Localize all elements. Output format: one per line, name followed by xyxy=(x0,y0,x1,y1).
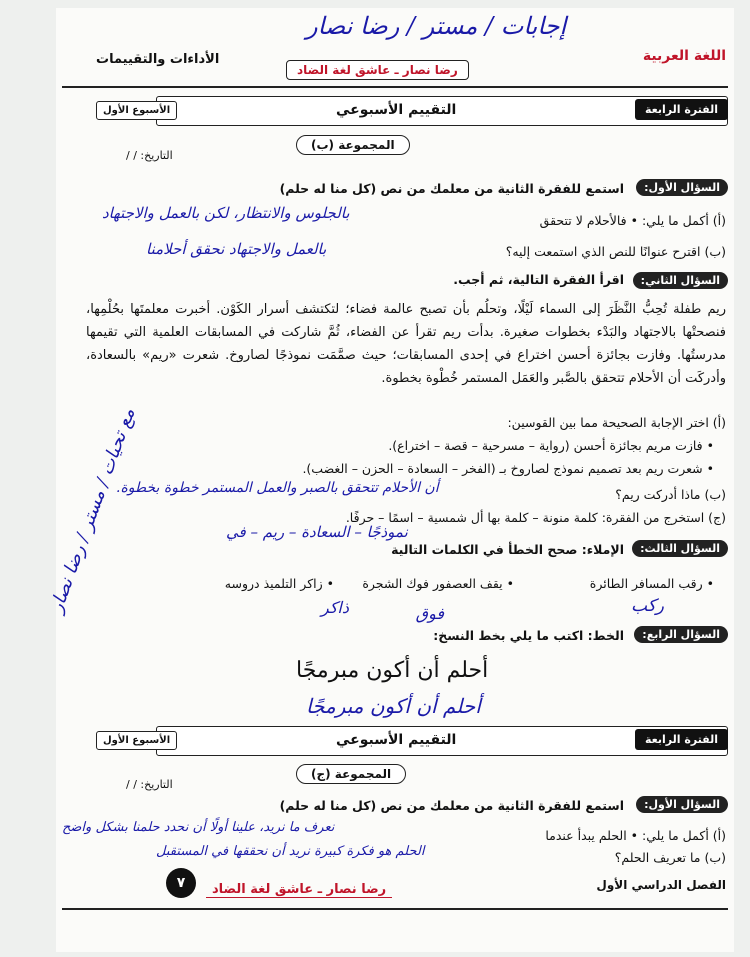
q2-part-b-answer: أن الأحلام تتحقق بالصبر والعمل المستمر خطوة بخطوة. xyxy=(116,480,439,496)
calligraphy-model: أحلم أن أكون مبرمجًا xyxy=(296,658,489,683)
q1-part-a-answer: بالجلوس والانتظار، لكن بالعمل والاجتهاد xyxy=(102,204,350,222)
date-field-1: التاريخ: / / xyxy=(126,149,173,162)
q1-part-a: (أ) أكمل ما يلي: • فالأحلام لا تتحقق xyxy=(539,213,726,228)
question-prompt-2-1: استمع للفقرة الثانية من معلمك من نص (كل منا له حلم) xyxy=(279,798,624,813)
q2-1-part-b: (ب) ما تعريف الحلم؟ xyxy=(614,850,726,865)
group-label-1: المجموعة (ب) xyxy=(296,135,410,155)
q1-part-b: (ب) اقترح عنوانًا للنص الذي استمعت إليه؟ xyxy=(505,244,726,259)
reading-paragraph: ريم طفلة تُحِبُّ النَّظَرَ إلى السماء لَيْلًا، وتحلُم بأن تصبح عالمة فضاء؛ لتكتشف أسرار الكَوْن. أخبرت معلمتَها بحُلْمِها، فنصحتْها بالاجتهاد والبَدْء بخطوات صغيرة. بدأت ريم تقرأ عن الفضاء، ثُمَّ شاركت في المسابقات العلمية التي تقيمها مدرستُها. وفازت بجائزة أحسن اختراع في إحدى المسابقات؛ حيث صمَّمَت نموذجًا لصاروخ. شعرت «ريم» بالسعادة، وأدركَت أن الأحلام تتحقق بالصَّبر والعَمَل المستمر خُطْوة بخطوة. xyxy=(86,302,726,386)
period-tab-1: الفترة الرابعة xyxy=(635,99,728,120)
header-rule xyxy=(62,86,728,88)
section-title: الأداءات والتقييمات xyxy=(96,52,220,67)
subject-title: اللغة العربية xyxy=(642,48,726,64)
handwritten-title: إجابات / مستر / رضا نصار xyxy=(306,12,567,40)
q2-part-c: (ج) استخرج من الفقرة: كلمة منونة – كلمة بها أل شمسية – اسمًا – حرفًا. xyxy=(345,510,726,525)
week-tab-2: الأسبوع الأول xyxy=(96,731,177,750)
question-prompt-2: اقرأ الفقرة التالية، ثم أجب. xyxy=(453,272,624,287)
spelling-item-3: • زاكر التلميذ دروسه xyxy=(224,576,334,591)
q2-part-b: (ب) ماذا أدركت ريم؟ xyxy=(615,487,726,502)
spelling-item-2: • يقف العصفور فوك الشجرة xyxy=(362,576,514,591)
q2-part-a-item-2: • شعرت ريم بعد تصميم نموذج لصاروخ بـ (الفخر – السعادة – الحزن – الغضب). xyxy=(302,461,714,476)
question-prompt-1: استمع للفقرة الثانية من معلمك من نص (كل منا له حلم) xyxy=(279,181,624,196)
q2-1-part-a-answer: نعرف ما نريد، علينا أولًا أن نحدد حلمنا بشكل واضح xyxy=(62,820,335,835)
question-prompt-4: الخط: اكتب ما يلي بخط النسخ: xyxy=(433,628,624,643)
q1-part-b-answer: بالعمل والاجتهاد نحقق أحلامنا xyxy=(146,240,327,258)
spelling-answer-3: ذاكر xyxy=(320,598,349,617)
calligraphy-answer: أحلم أن أكون مبرمجًا xyxy=(306,694,481,718)
q2-1-part-b-answer: الحلم هو فكرة كبيرة نريد أن نحققها في المستقبل xyxy=(156,844,425,859)
assessment-title-2: التقييم الأسبوعي xyxy=(336,732,457,748)
page-number-badge: ٧ xyxy=(166,868,196,898)
q2-part-c-answer: نموذجًا – السعادة – ريم – في xyxy=(226,523,408,541)
week-tab-1: الأسبوع الأول xyxy=(96,101,177,120)
period-tab-2: الفترة الرابعة xyxy=(635,729,728,750)
assessment-title-1: التقييم الأسبوعي xyxy=(336,102,457,118)
group-label-2: المجموعة (ج) xyxy=(296,764,406,784)
spelling-answer-1: ركب xyxy=(631,596,664,616)
spelling-item-1: • رقب المسافر الطائرة xyxy=(589,576,714,591)
worksheet-page xyxy=(46,8,734,952)
q2-1-part-a: (أ) أكمل ما يلي: • الحلم يبدأ عندما xyxy=(545,828,726,843)
q2-part-a-item-1: • فازت مريم بجائزة أحسن (رواية – مسرحية – قصة – اختراع). xyxy=(388,438,714,453)
date-field-2: التاريخ: / / xyxy=(126,778,173,791)
margin-handwritten-note: مع تحيات / مستر / رضا نصار xyxy=(46,405,140,616)
question-label-2-1: السؤال الأول: xyxy=(636,796,728,813)
q2-part-a-intro: (أ) اختر الإجابة الصحيحة مما بين القوسين: xyxy=(507,415,726,430)
footer-term: الفصل الدراسي الأول xyxy=(596,878,726,892)
question-label-3: السؤال الثالث: xyxy=(632,540,728,557)
spelling-answer-2: فوق xyxy=(415,604,444,623)
question-prompt-3: الإملاء: صحح الخطأ في الكلمات التالية xyxy=(391,542,624,557)
footer-author: رضا نصار ـ عاشق لغة الضاد xyxy=(206,882,392,898)
author-box: رضا نصار ـ عاشق لغة الضاد xyxy=(286,60,469,80)
question-label-2: السؤال الثاني: xyxy=(633,272,728,289)
question-label-1: السؤال الأول: xyxy=(636,179,728,196)
question-label-4: السؤال الرابع: xyxy=(634,626,728,643)
footer-rule xyxy=(62,908,728,910)
